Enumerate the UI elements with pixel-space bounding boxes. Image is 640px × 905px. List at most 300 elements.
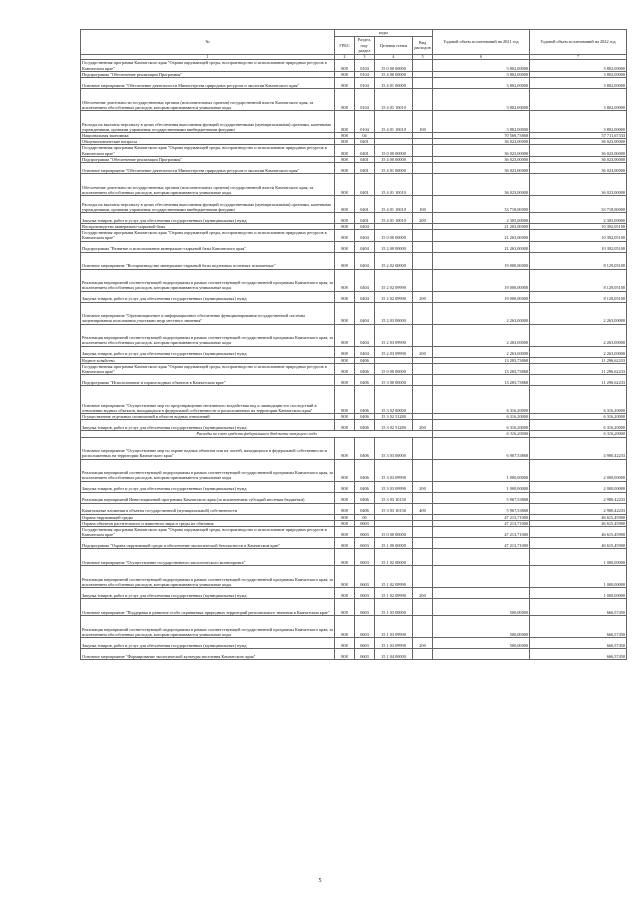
row-name: Реализация мероприятий Инвестиционной программы Камчатского края (за исключением субсидий местным бюджетам) <box>81 492 335 503</box>
row-vid: 200 <box>413 291 433 302</box>
row-target: 15 1 02 00000 <box>375 549 413 566</box>
table-row <box>81 88 627 110</box>
row-vid <box>413 437 433 459</box>
row-vol2021: 6 316,20000 <box>433 414 530 420</box>
table-row <box>81 174 627 196</box>
row-grbs: 808 <box>335 71 355 77</box>
row-name: Подпрограмма "Обеспечение реализации Программы" <box>81 71 335 77</box>
row-name: Расходы за счет средств федерального бюджета текущего года <box>81 431 433 437</box>
row-vid <box>413 241 433 252</box>
row-grbs: 808 <box>335 616 355 638</box>
table-row <box>81 269 627 291</box>
table-row <box>81 145 627 156</box>
index-cell: 2 <box>335 54 355 60</box>
row-vol2021: 19 000,00000 <box>433 291 530 302</box>
row-vol2022: 3 802,00000 <box>530 77 627 88</box>
row-name: Капитальные вложения в объекты государственной (муниципальной) собственности <box>81 503 335 514</box>
row-target: 15 3 03 09990 <box>375 481 413 492</box>
row-name: Подпрограмма "Охрана окружающей среды и обеспечение экологической безопасности в Камчатском крае" <box>81 538 335 549</box>
table-row <box>81 599 627 616</box>
row-grbs: 808 <box>335 60 355 71</box>
row-vol2021: 3 802,00000 <box>433 71 530 77</box>
row-name: Основное мероприятие "Осуществление мер по предотвращению негативного воздействия вод и ликвидации его последствий в отношении водных объектов, находящихся в федеральной собственности и расположенных на территории Камчатского края" <box>81 386 335 414</box>
row-vol2021: 6 316,20000 <box>433 431 530 437</box>
row-vid <box>413 302 433 324</box>
row-grbs: 808 <box>335 139 355 145</box>
col-header-vol2021: Годовой объем ассигнований на 2021 год <box>433 30 530 55</box>
row-razdel: 0603 <box>355 599 375 616</box>
row-vol2022: 2 980,42233 <box>530 503 627 514</box>
row-vid <box>413 459 433 481</box>
row-vid <box>413 566 433 588</box>
row-vol2022: 11 296,62233 <box>530 375 627 386</box>
row-vol2021: 3 802,00000 <box>433 110 530 132</box>
row-vol2021: 13 283,73868 <box>433 363 530 374</box>
row-grbs: 808 <box>335 520 355 526</box>
row-target: 15 4 01 10010 <box>375 196 413 213</box>
row-target: 15 4 01 10010 <box>375 110 413 132</box>
row-name: Национальная экономика <box>81 132 335 138</box>
row-target: 15 3 00 00000 <box>375 375 413 386</box>
row-grbs: 808 <box>335 549 355 566</box>
row-vol2022: 57 711,67333 <box>530 132 627 138</box>
row-vol2022: 2 263,00000 <box>530 346 627 357</box>
table-row <box>81 60 627 71</box>
row-vol2021: 2 305,00000 <box>433 213 530 224</box>
row-vid: 200 <box>413 638 433 649</box>
row-vol2022: 10 392,05100 <box>530 241 627 252</box>
row-vol2022: 2 263,00000 <box>530 302 627 324</box>
row-vid <box>413 375 433 386</box>
row-grbs: 808 <box>335 163 355 174</box>
row-razdel: 0603 <box>355 638 375 649</box>
row-vol2022: 1 000,00000 <box>530 566 627 588</box>
row-vid <box>413 252 433 269</box>
row-grbs: 808 <box>335 357 355 363</box>
row-vid <box>413 616 433 638</box>
row-name: Государственная программа Камчатского края "Охрана окружающей среды, воспроизводство и использование природных ресурсов в Камчатском крае" <box>81 230 335 241</box>
table-row <box>81 503 627 514</box>
row-vol2022: 11 296,62233 <box>530 357 627 363</box>
row-vid <box>413 527 433 538</box>
table-row <box>81 638 627 649</box>
row-vol2021: 5 967,53868 <box>433 503 530 514</box>
row-vol2021: 47 213,71000 <box>433 538 530 549</box>
row-razdel: 0404 <box>355 324 375 346</box>
row-name: Охрана окружающей среды <box>81 514 335 520</box>
row-vid: 100 <box>413 110 433 132</box>
row-name: Закупка товаров, работ и услуг для обеспечения государственных (муниципальных) нужд <box>81 213 335 224</box>
table-row <box>81 213 627 224</box>
col-header-vol2022: Годовой объем ассигнований на 2022 год <box>530 30 627 55</box>
row-razdel: 0603 <box>355 588 375 599</box>
table-row <box>81 252 627 269</box>
row-vol2021: 36 023,00000 <box>433 163 530 174</box>
row-vol2021: 33 718,00000 <box>433 196 530 213</box>
row-target: 15 2 03 09990 <box>375 346 413 357</box>
row-razdel: 0406 <box>355 420 375 431</box>
row-vol2021: 47 213,71000 <box>433 527 530 538</box>
row-vid <box>413 538 433 549</box>
row-grbs: 808 <box>335 241 355 252</box>
row-vol2021: 21 263,00000 <box>433 241 530 252</box>
row-vid <box>413 77 433 88</box>
row-grbs: 808 <box>335 156 355 162</box>
row-grbs: 808 <box>335 224 355 230</box>
budget-table <box>80 29 627 660</box>
row-name: Водное хозяйство <box>81 357 335 363</box>
row-vol2021: 47 213,71000 <box>433 520 530 526</box>
row-vol2022: 2 000,00000 <box>530 459 627 481</box>
row-vol2021 <box>433 566 530 588</box>
row-grbs: 808 <box>335 346 355 357</box>
row-vol2022: 8 129,05100 <box>530 291 627 302</box>
row-vid <box>413 163 433 174</box>
row-vid: 200 <box>413 420 433 431</box>
row-grbs: 808 <box>335 459 355 481</box>
row-vol2022: 6 316,20000 <box>530 414 627 420</box>
row-grbs: 808 <box>335 174 355 196</box>
row-grbs: 808 <box>335 599 355 616</box>
row-vol2021: 13 283,73868 <box>433 375 530 386</box>
row-target: 15 4 00 00000 <box>375 71 413 77</box>
row-name: Реализация мероприятий соответствующей подпрограммы в рамках соответствующей государственной программы Камчатского края, за исключением обособленных расходов, которым присваиваются уникальные коды <box>81 616 335 638</box>
row-target: 15 2 02 00000 <box>375 252 413 269</box>
row-target: 15 0 00 00000 <box>375 527 413 538</box>
row-razdel: 0401 <box>355 163 375 174</box>
row-vid: 200 <box>413 213 433 224</box>
row-grbs: 808 <box>335 492 355 503</box>
row-vid <box>413 174 433 196</box>
row-target: 15 3 03 00000 <box>375 437 413 459</box>
row-grbs: 808 <box>335 252 355 269</box>
table-row <box>81 77 627 88</box>
row-name: Подпрограмма "Обеспечение реализации Программы" <box>81 156 335 162</box>
row-grbs: 808 <box>335 649 355 660</box>
row-vol2021: 2 263,00000 <box>433 302 530 324</box>
row-name: Закупка товаров, работ и услуг для обеспечения государственных (муниципальных) нужд <box>81 291 335 302</box>
row-target: 15 4 01 10010 <box>375 174 413 196</box>
row-vol2021: 500,00000 <box>433 638 530 649</box>
row-razdel: 0406 <box>355 414 375 420</box>
row-target: 15 1 03 00000 <box>375 599 413 616</box>
row-vol2021: 21 263,00000 <box>433 230 530 241</box>
row-vol2022: 46 615,45900 <box>530 538 627 549</box>
table-row <box>81 481 627 492</box>
row-grbs: 808 <box>335 386 355 414</box>
row-grbs: 808 <box>335 291 355 302</box>
row-vol2021: 1 000,00000 <box>433 481 530 492</box>
table-row <box>81 549 627 566</box>
row-grbs: 808 <box>335 196 355 213</box>
row-name: Реализация мероприятий соответствующей подпрограммы в рамках соответствующей государственной программы Камчатского края, за исключением обособленных расходов, которым присваиваются уникальные коды <box>81 566 335 588</box>
row-razdel: 0404 <box>355 291 375 302</box>
row-vol2022: 666,57450 <box>530 599 627 616</box>
row-vol2022: 11 296,62233 <box>530 363 627 374</box>
col-header-vid: Вид расходов <box>413 37 433 55</box>
row-target: 15 0 00 00000 <box>375 60 413 71</box>
row-vid: 400 <box>413 503 433 514</box>
row-vol2022: 10 392,05100 <box>530 224 627 230</box>
row-target: 15 1 03 09990 <box>375 616 413 638</box>
row-vol2021: 500,00000 <box>433 599 530 616</box>
row-razdel: 0406 <box>355 363 375 374</box>
table-row <box>81 241 627 252</box>
row-vid <box>413 269 433 291</box>
row-grbs: 808 <box>335 638 355 649</box>
row-vid <box>413 145 433 156</box>
row-target: 15 0 00 00000 <box>375 145 413 156</box>
row-vid <box>413 324 433 346</box>
row-vol2021: 2 263,00000 <box>433 346 530 357</box>
row-target: 15 1 02 09990 <box>375 566 413 588</box>
table-row <box>81 291 627 302</box>
row-vol2021: 13 283,73868 <box>433 357 530 363</box>
row-grbs: 808 <box>335 588 355 599</box>
row-target: 15 3 02 51280 <box>375 420 413 431</box>
row-vid <box>413 599 433 616</box>
row-razdel: 0603 <box>355 649 375 660</box>
row-name: Общеэкономические вопросы <box>81 139 335 145</box>
row-vol2021: 3 802,00000 <box>433 77 530 88</box>
row-target: 15 1 04 00000 <box>375 649 413 660</box>
row-name: Закупка товаров, работ и услуг для обеспечения государственных (муниципальных) нужд <box>81 481 335 492</box>
row-vol2022: 33 718,00000 <box>530 196 627 213</box>
row-vol2021: 70 569,73868 <box>433 132 530 138</box>
row-razdel: 0406 <box>355 386 375 414</box>
row-name: Воспроизводство минерально-сырьевой базы <box>81 224 335 230</box>
row-grbs: 808 <box>335 437 355 459</box>
row-razdel: 0404 <box>355 230 375 241</box>
row-razdel: 0104 <box>355 71 375 77</box>
row-vol2021: 19 000,00000 <box>433 269 530 291</box>
row-name: Обеспечение деятельности государственных органов (исполнительных органов) государственной власти Камчатского края, за исключением обособленных расходов, которым присваиваются уникальные коды <box>81 88 335 110</box>
row-target: 15 2 00 00000 <box>375 241 413 252</box>
row-razdel: 0406 <box>355 492 375 503</box>
row-vol2022: 46 615,45900 <box>530 527 627 538</box>
row-razdel: 0104 <box>355 110 375 132</box>
row-vol2021: 36 023,00000 <box>433 156 530 162</box>
row-vol2021: 36 023,00000 <box>433 139 530 145</box>
row-name: Закупка товаров, работ и услуг для обеспечения государственных (муниципальных) нужд <box>81 588 335 599</box>
row-vol2022: 3 802,00000 <box>530 88 627 110</box>
index-cell: 7 <box>530 54 627 60</box>
row-razdel: 0603 <box>355 538 375 549</box>
row-target: 15 4 00 00000 <box>375 156 413 162</box>
row-target: 15 4 01 00000 <box>375 77 413 88</box>
row-grbs: 808 <box>335 503 355 514</box>
row-razdel: 0406 <box>355 375 375 386</box>
row-vol2022: 4 980,42233 <box>530 437 627 459</box>
row-grbs: 808 <box>335 538 355 549</box>
row-grbs: 808 <box>335 213 355 224</box>
row-target: 15 3 03 10130 <box>375 492 413 503</box>
row-name: Расходы на выплаты персоналу в целях обеспечения выполнения функций государственными (муниципальными) органами, казенными учреждениями, органами управления государственными внебюджетными фондами <box>81 110 335 132</box>
row-vid <box>413 88 433 110</box>
table-row <box>81 324 627 346</box>
row-grbs: 808 <box>335 230 355 241</box>
row-vol2021: 6 316,20000 <box>433 420 530 431</box>
row-razdel: 0406 <box>355 503 375 514</box>
row-vol2022: 3 802,00000 <box>530 60 627 71</box>
row-name: Закупка товаров, работ и услуг для обеспечения государственных (муниципальных) нужд <box>81 346 335 357</box>
row-target: 15 2 03 00000 <box>375 302 413 324</box>
row-vol2022: 10 392,05100 <box>530 230 627 241</box>
row-name: Основное мероприятие "Поддержка и развитие особо охраняемых природных территорий регионального значения в Камчатском крае" <box>81 599 335 616</box>
table-row <box>81 386 627 414</box>
row-target: 15 4 01 10010 <box>375 88 413 110</box>
table-row <box>81 649 627 660</box>
row-name: Основное мероприятие "Обеспечение деятельности Министерства природных ресурсов и экологии Камчатского края" <box>81 163 335 174</box>
row-name: Основное мероприятие "Воспроизводство минерально-сырьевой базы подземных полезных ископаемых" <box>81 252 335 269</box>
row-vid: 200 <box>413 588 433 599</box>
table-row <box>81 375 627 386</box>
row-grbs: 808 <box>335 110 355 132</box>
row-razdel: 0603 <box>355 527 375 538</box>
row-vol2021: 3 802,00000 <box>433 88 530 110</box>
row-name: Реализация мероприятий соответствующей подпрограммы в рамках соответствующей государственной программы Камчатского края, за исключением обособленных расходов, которым присваиваются уникальные коды <box>81 459 335 481</box>
row-grbs: 808 <box>335 324 355 346</box>
row-vol2022: 8 129,05100 <box>530 252 627 269</box>
row-name: Основное мероприятие "Осуществление государственного экологического мониторинга" <box>81 549 335 566</box>
row-name: Обеспечение деятельности государственных органов (исполнительных органов) государственной власти Камчатского края, за исключением обособленных расходов, которым присваиваются уникальные коды <box>81 174 335 196</box>
row-vid <box>413 60 433 71</box>
row-grbs: 808 <box>335 132 355 138</box>
row-target: 15 3 02 51280 <box>375 414 413 420</box>
row-target: 15 0 00 00000 <box>375 230 413 241</box>
row-name: Государственная программа Камчатского края "Охрана окружающей среды, воспроизводство и использование природных ресурсов в Камчатском крае" <box>81 363 335 374</box>
row-razdel: 0404 <box>355 346 375 357</box>
row-vol2022: 3 802,00000 <box>530 71 627 77</box>
table-row <box>81 110 627 132</box>
table-row <box>81 420 627 431</box>
col-header-grbs: ГРБС <box>335 37 355 55</box>
row-vol2022: 1 000,00000 <box>530 588 627 599</box>
row-vid: 200 <box>413 481 433 492</box>
row-name: Осуществление отдельных полномочий в области водных отношений <box>81 414 335 420</box>
row-vid: 100 <box>413 196 433 213</box>
row-razdel: 0404 <box>355 269 375 291</box>
table-row <box>81 527 627 538</box>
row-vid <box>413 492 433 503</box>
row-vol2021: 6 316,20000 <box>433 386 530 414</box>
row-grbs: 808 <box>335 269 355 291</box>
row-razdel: 0404 <box>355 224 375 230</box>
row-razdel: 0401 <box>355 139 375 145</box>
page-number: 5 <box>318 878 322 884</box>
row-target: 15 3 03 09990 <box>375 459 413 481</box>
row-razdel: 0406 <box>355 357 375 363</box>
row-name: Реализация мероприятий соответствующей подпрограммы в рамках соответствующей государственной программы Камчатского края, за исключением обособленных расходов, которым присваиваются уникальные коды <box>81 269 335 291</box>
row-target: 15 0 00 00000 <box>375 363 413 374</box>
col-header-codes: коды <box>335 30 433 37</box>
row-name: Основное мероприятие "Осуществление мер по охране водных объектов или их частей, находящихся в федеральной собственности и расположенных на территории Камчатского края" <box>81 437 335 459</box>
row-grbs: 808 <box>335 88 355 110</box>
row-name: Реализация мероприятий соответствующей подпрограммы в рамках соответствующей государственной программы Камчатского края, за исключением обособленных расходов, которым присваиваются уникальные коды <box>81 324 335 346</box>
row-vol2021 <box>433 588 530 599</box>
row-name: Государственная программа Камчатского края "Охрана окружающей среды, воспроизводство и использование природных ресурсов в Камчатском крае" <box>81 527 335 538</box>
row-target: 15 1 02 09990 <box>375 588 413 599</box>
row-vol2022: 46 615,45900 <box>530 520 627 526</box>
row-vol2022: 36 023,00000 <box>530 174 627 196</box>
row-vol2021: 2 263,00000 <box>433 324 530 346</box>
row-razdel: 0401 <box>355 213 375 224</box>
table-row <box>81 492 627 503</box>
col-header-num: № <box>81 30 335 55</box>
table-row <box>81 616 627 638</box>
table-row <box>81 363 627 374</box>
row-name: Основное мероприятие "Обеспечение деятельности Министерства природных ресурсов и экологии Камчатского края" <box>81 77 335 88</box>
row-target: 15 1 03 09990 <box>375 638 413 649</box>
col-header-target: Целевая статья <box>375 37 413 55</box>
row-grbs: 808 <box>335 302 355 324</box>
row-vol2021: 36 023,00000 <box>433 145 530 156</box>
row-vid: 200 <box>413 346 433 357</box>
row-grbs: 808 <box>335 566 355 588</box>
row-vol2022: 2 305,00000 <box>530 213 627 224</box>
row-name: Закупка товаров, работ и услуг для обеспечения государственных (муниципальных) нужд <box>81 420 335 431</box>
table-row <box>81 230 627 241</box>
row-vol2022: 2 980,42233 <box>530 492 627 503</box>
row-vol2021: 6 967,53868 <box>433 437 530 459</box>
row-razdel: 0401 <box>355 174 375 196</box>
row-grbs: 808 <box>335 375 355 386</box>
row-razdel: 0603 <box>355 566 375 588</box>
row-target: 15 3 02 00000 <box>375 386 413 414</box>
index-cell: 3 <box>355 54 375 60</box>
table-row <box>81 196 627 213</box>
row-grbs: 808 <box>335 514 355 520</box>
row-name: Подпрограмма "Развитие и использование минерально-сырьевой базы Камчатского края" <box>81 241 335 252</box>
row-vol2022: 666,57450 <box>530 616 627 638</box>
row-razdel: 0603 <box>355 616 375 638</box>
row-grbs: 808 <box>335 77 355 88</box>
row-target: 15 2 03 09990 <box>375 324 413 346</box>
row-vol2022: 3 802,00000 <box>530 110 627 132</box>
row-vol2022: 2 263,00000 <box>530 324 627 346</box>
row-razdel: 0603 <box>355 549 375 566</box>
row-vol2022: 36 023,00000 <box>530 163 627 174</box>
row-grbs: 808 <box>335 414 355 420</box>
row-razdel: 06 <box>355 514 375 520</box>
row-name: Охрана объектов растительного и животного мира и среды их обитания <box>81 520 335 526</box>
table-row <box>81 437 627 459</box>
row-razdel: 0404 <box>355 241 375 252</box>
row-target: 15 3 03 10130 <box>375 503 413 514</box>
row-vol2021: 36 023,00000 <box>433 174 530 196</box>
row-grbs: 808 <box>335 420 355 431</box>
row-razdel: 0104 <box>355 77 375 88</box>
row-vol2022: 6 316,20000 <box>530 420 627 431</box>
row-vol2021: 500,00000 <box>433 616 530 638</box>
row-razdel: 0404 <box>355 252 375 269</box>
table-body <box>81 54 627 660</box>
budget-table-page <box>80 29 626 660</box>
row-vol2022: 36 023,00000 <box>530 145 627 156</box>
row-grbs: 808 <box>335 481 355 492</box>
row-razdel: 0104 <box>355 88 375 110</box>
row-target: 15 4 01 00000 <box>375 163 413 174</box>
row-target: 15 4 01 10010 <box>375 213 413 224</box>
row-grbs: 808 <box>335 363 355 374</box>
row-name: Основное мероприятие "Организационное и информационное обеспечение функционирования государственной системы лицензирования пользования участками недр местного значения" <box>81 302 335 324</box>
row-vol2022: 1 000,00000 <box>530 549 627 566</box>
row-vol2022: 6 316,20000 <box>530 386 627 414</box>
row-name: Закупка товаров, работ и услуг для обеспечения государственных (муниципальных) нужд <box>81 638 335 649</box>
row-vol2021: 21 263,00000 <box>433 224 530 230</box>
table-row <box>81 346 627 357</box>
row-vol2022: 666,57450 <box>530 638 627 649</box>
